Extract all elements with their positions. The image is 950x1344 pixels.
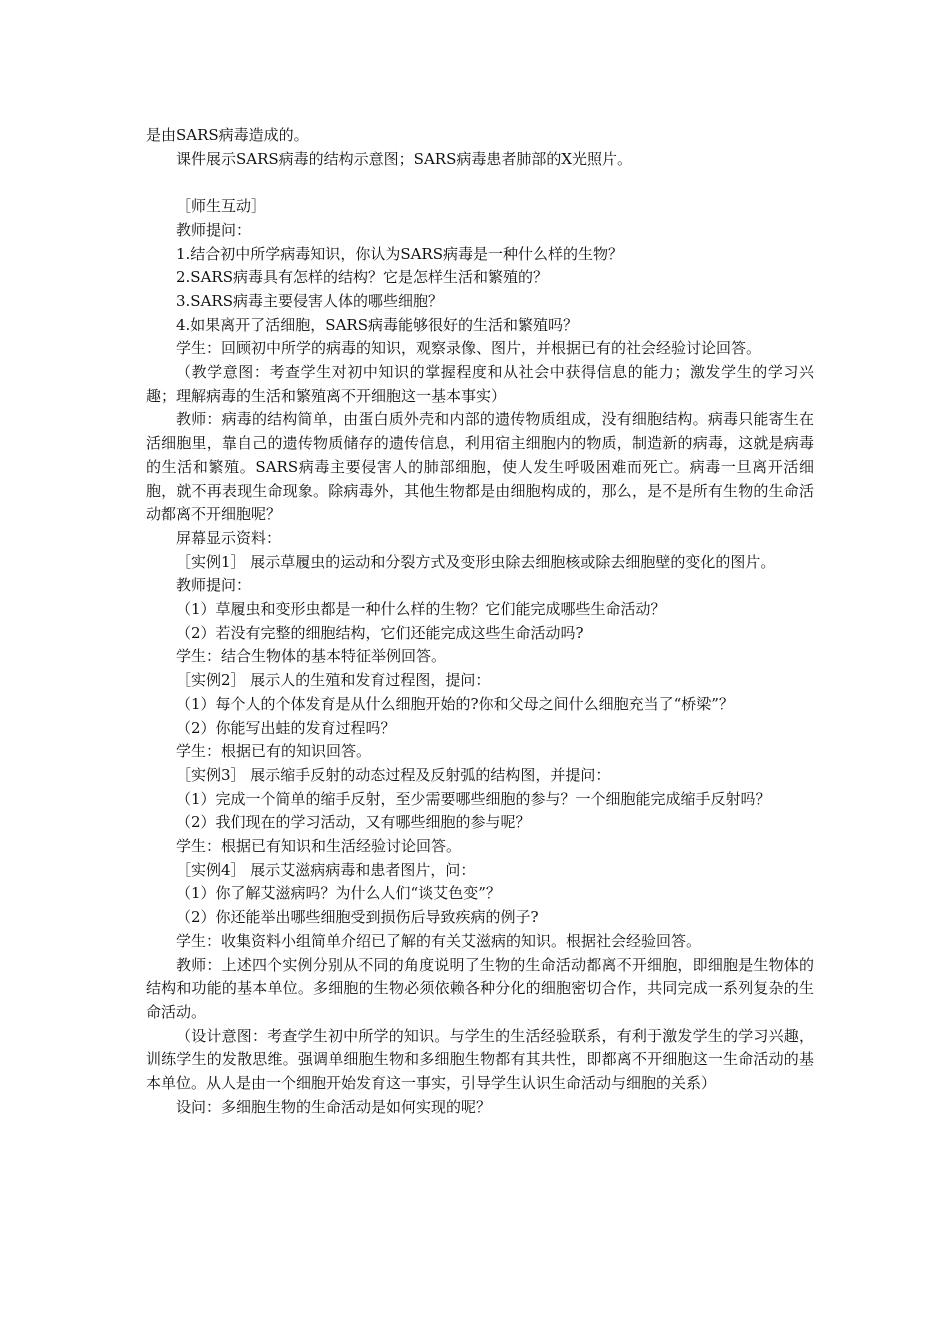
question-2: 2.SARS病毒具有怎样的结构？它是怎样生活和繁殖的？ bbox=[176, 268, 548, 287]
example-1-question-2: （2）若没有完整的细胞结构，它们还能完成这些生命活动吗? bbox=[176, 623, 584, 642]
example-4-question-1: （1）你了解艾滋病吗？为什么人们“谈艾色变”？ bbox=[176, 884, 501, 903]
question-1: 1.结合初中所学病毒知识，你认为SARS病毒是一种什么样的生物？ bbox=[176, 244, 623, 263]
student-response-1: 学生：结合生物体的基本特征举例回答。 bbox=[176, 647, 447, 666]
student-response-4: 学生：收集资料小组简单介绍已了解的有关艾滋病的知识。根据社会经验回答。 bbox=[176, 931, 702, 950]
section-heading-interaction: ［师生互动］ bbox=[176, 197, 267, 216]
example-3-question-2: （2）我们现在的学习活动，又有哪些细胞的参与呢？ bbox=[176, 813, 531, 832]
teacher-question-label: 教师提问： bbox=[176, 220, 252, 239]
student-response-2: 学生：根据已有的知识回答。 bbox=[176, 742, 372, 761]
blank-line bbox=[146, 171, 814, 195]
design-intent: （设计意图：考查学生初中所学的知识。与学生的生活经验联系，有利于激发学生的学习兴趣，训练学生的发散思维。强调单细胞生物和多细胞生物都有其共性，即都离不开细胞这一生命活动的基本单位。从人是由一个细胞开始发育这一事实，引导学生认识生命活动与细胞的关系） bbox=[146, 1026, 814, 1093]
example-2-question-1: （1）每个人的个体发育是从什么细胞开始的?你和父母之间什么细胞充当了“桥梁”？ bbox=[176, 694, 734, 713]
example-3: ［实例3］ 展示缩手反射的动态过程及反射弧的结构图，并提问： bbox=[176, 765, 611, 784]
screen-material-label: 屏幕显示资料： bbox=[176, 528, 282, 547]
teacher-summary: 教师：上述四个实例分别从不同的角度说明了生物的生命活动都离不开细胞，即细胞是生物体的结构和功能的基本单位。多细胞的生物必须依赖各种分化的细胞密切合作，共同完成一系列复杂的生命活动。 bbox=[146, 955, 814, 1021]
example-4: ［实例4］ 展示艾滋病病毒和患者图片，问： bbox=[176, 860, 476, 879]
teacher-explanation: 教师：病毒的结构简单，由蛋白质外壳和内部的遗传物质组成，没有细胞结构。病毒只能寄生在活细胞里，靠自己的遗传物质储存的遗传信息，利用宿主细胞内的物质，制造新的病毒，这就是病毒的生活和繁殖。SARS病毒主要侵害人的肺部细胞，使人发生呼吸困难而死亡。病毒一旦离开活细胞，就不再表现生命现象。除病毒外，其他生物都是由细胞构成的，那么，是不是所有生物的生命活动都离不开细胞呢？ bbox=[146, 410, 814, 524]
paragraph-continuation: 是由SARS病毒造成的。 bbox=[146, 126, 309, 144]
question-3: 3.SARS病毒主要侵害人体的哪些细胞？ bbox=[176, 291, 443, 310]
example-2: ［实例2］ 展示人的生殖和发育过程图，提问： bbox=[176, 671, 491, 690]
example-3-question-1: （1）完成一个简单的缩手反射，至少需要哪些细胞的参与？一个细胞能完成缩手反射吗？ bbox=[176, 789, 771, 808]
teacher-question-label-2: 教师提问： bbox=[176, 576, 252, 595]
closing-question: 设问：多细胞生物的生命活动是如何实现的呢？ bbox=[176, 1097, 492, 1116]
example-1-question-1: （1）草履虫和变形虫都是一种什么样的生物？它们能完成哪些生命活动？ bbox=[176, 600, 666, 619]
example-1: ［实例1］ 展示草履虫的运动和分裂方式及变形虫除去细胞核或除去细胞壁的变化的图片。 bbox=[176, 552, 776, 571]
student-response: 学生：回顾初中所学的病毒的知识，观察录像、图片，并根据已有的社会经验讨论回答。 bbox=[176, 339, 762, 358]
document-page bbox=[146, 124, 814, 1120]
paragraph-courseware: 课件展示SARS病毒的结构示意图；SARS病毒患者肺部的X光照片。 bbox=[176, 149, 633, 168]
student-response-3: 学生：根据已有知识和生活经验讨论回答。 bbox=[176, 837, 462, 856]
teaching-intent: （教学意图：考查学生对初中知识的掌握程度和从社会中获得信息的能力；激发学生的学习兴趣；理解病毒的生活和繁殖离不开细胞这一基本事实） bbox=[146, 363, 814, 405]
example-4-question-2: （2）你还能举出哪些细胞受到损伤后导致疾病的例子? bbox=[176, 908, 539, 927]
example-2-question-2: （2）你能写出蛙的发育过程吗？ bbox=[176, 718, 396, 737]
question-4: 4.如果离开了活细胞，SARS病毒能够很好的生活和繁殖吗？ bbox=[176, 315, 578, 334]
